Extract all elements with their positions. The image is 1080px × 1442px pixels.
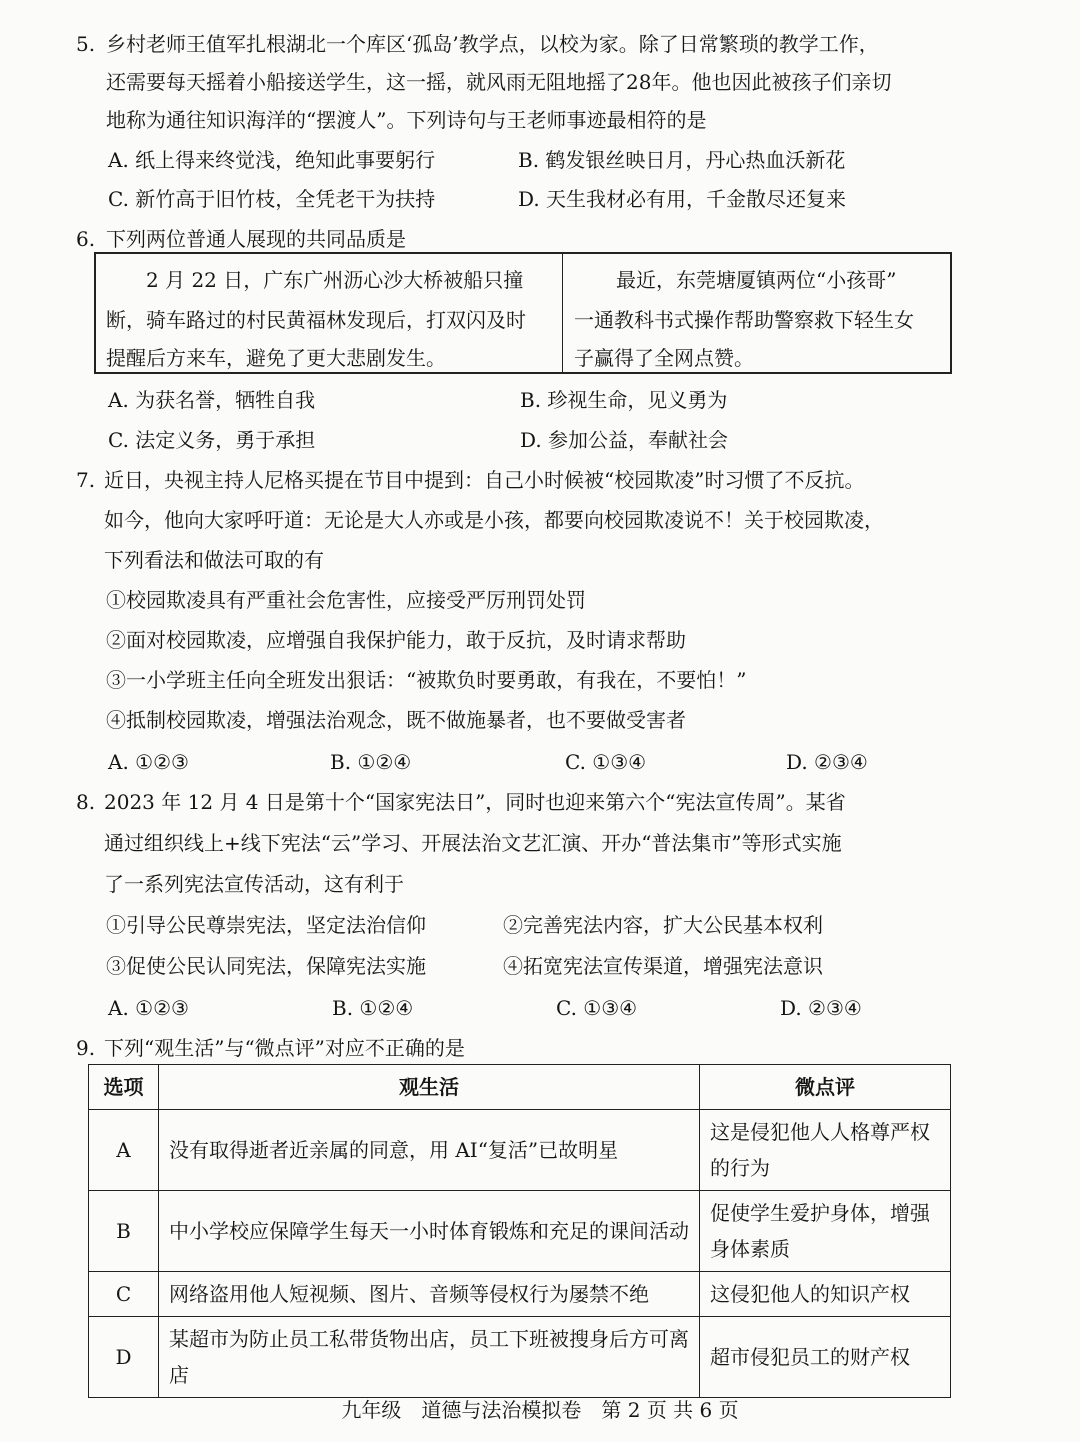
option-a: A. 纸上得来终觉浅，绝知此事要躬行 [108, 148, 436, 172]
question-number: 7. [76, 468, 96, 492]
option-c: C. ①③④ [565, 750, 647, 774]
statement-item: ①引导公民尊崇宪法，坚定法治信仰 [106, 913, 426, 937]
case-right-line: 一通教科书式操作帮助警察救下轻生女 [574, 308, 914, 332]
row-life: 某超市为防止员工私带货物出店，员工下班被搜身后方可离店 [159, 1317, 700, 1398]
comment-table [88, 1064, 951, 1398]
option-b: B. ①②④ [332, 996, 414, 1020]
statement-item: ③一小学班主任向全班发出狠话：“被欺负时要勇敢，有我在，不要怕！” [106, 668, 747, 692]
table-row [89, 1272, 951, 1317]
statement-item: ②面对校园欺凌，应增强自我保护能力，敢于反抗，及时请求帮助 [106, 628, 686, 652]
option-d: D. ②③④ [780, 996, 862, 1020]
option-d: D. ②③④ [786, 750, 868, 774]
case-left-line: 提醒后方来车，避免了更大悲剧发生。 [106, 346, 446, 370]
question-text-line: 地称为通往知识海洋的“摆渡人”。下列诗句与王老师事迹最相符的是 [106, 108, 707, 132]
question-text-line: 下列看法和做法可取的有 [104, 548, 324, 572]
row-comment: 促使学生爱护身体，增强身体素质 [700, 1191, 951, 1272]
question-stem: 下列两位普通人展现的共同品质是 [106, 227, 406, 251]
row-option: A [89, 1110, 159, 1191]
question-stem: 下列“观生活”与“微点评”对应不正确的是 [104, 1036, 465, 1060]
question-text-line: 乡村老师王值军扎根湖北一个库区‘孤岛’教学点，以校为家。除了日常繁琐的教学工作， [106, 32, 879, 56]
table-row [89, 1110, 951, 1191]
statement-item: ④抵制校园欺凌，增强法治观念，既不做施暴者，也不要做受害者 [106, 708, 686, 732]
header-option: 选项 [89, 1065, 159, 1110]
question-text-line: 还需要每天摇着小船接送学生，这一摇，就风雨无阻地摇了28年。他也因此被孩子们亲切 [106, 70, 892, 94]
row-life: 网络盗用他人短视频、图片、音频等侵权行为屡禁不绝 [159, 1272, 700, 1317]
question-text-line: 通过组织线上+线下宪法“云”学习、开展法治文艺汇演、开办“普法集市”等形式实施 [104, 831, 842, 855]
option-a: A. 为获名誉，牺牲自我 [108, 388, 316, 412]
statement-item: ④拓宽宪法宣传渠道，增强宪法意识 [503, 954, 823, 978]
option-c: C. 法定义务，勇于承担 [108, 428, 316, 452]
header-comment: 微点评 [700, 1065, 951, 1110]
question-text-line: 2023 年 12 月 4 日是第十个“国家宪法日”，同时也迎来第六个“宪法宣传周”。某省 [104, 790, 846, 814]
option-d: D. 参加公益，奉献社会 [520, 428, 729, 452]
case-right-line: 最近，东莞塘厦镇两位“小孩哥” [616, 268, 897, 292]
statement-item: ③促使公民认同宪法，保障宪法实施 [106, 954, 426, 978]
table-header-row [89, 1065, 951, 1110]
table-row [89, 1191, 951, 1272]
question-text-line: 近日，央视主持人尼格买提在节目中提到：自己小时候被“校园欺凌”时习惯了不反抗。 [104, 468, 865, 492]
question-text-line: 了一系列宪法宣传活动，这有利于 [104, 872, 404, 896]
row-option: B [89, 1191, 159, 1272]
row-life: 没有取得逝者近亲属的同意，用 AI“复活”已故明星 [159, 1110, 700, 1191]
row-option: D [89, 1317, 159, 1398]
case-left-line: 断，骑车路过的村民黄福林发现后，打双闪及时 [106, 308, 526, 332]
option-a: A. ①②③ [108, 750, 189, 774]
question-number: 6. [76, 227, 96, 251]
page-footer: 九年级 道德与法治模拟卷 第 2 页 共 6 页 [341, 1398, 739, 1422]
row-comment: 这侵犯他人的知识产权 [700, 1272, 951, 1317]
option-a: A. ①②③ [108, 996, 189, 1020]
option-c: C. 新竹高于旧竹枝，全凭老干为扶持 [108, 187, 436, 211]
statement-item: ②完善宪法内容，扩大公民基本权利 [503, 913, 823, 937]
option-b: B. 珍视生命，见义勇为 [520, 388, 728, 412]
question-number: 5. [76, 32, 96, 56]
statement-item: ①校园欺凌具有严重社会危害性，应接受严厉刑罚处罚 [106, 588, 586, 612]
row-comment: 超市侵犯员工的财产权 [700, 1317, 951, 1398]
case-divider [562, 254, 563, 372]
row-life: 中小学校应保障学生每天一小时体育锻炼和充足的课间活动 [159, 1191, 700, 1272]
question-number: 9. [76, 1036, 96, 1060]
table-row [89, 1317, 951, 1398]
option-b: B. 鹤发银丝映日月，丹心热血沃新花 [518, 148, 846, 172]
question-number: 8. [76, 790, 96, 814]
question-text-line: 如今，他向大家呼吁道：无论是大人亦或是小孩，都要向校园欺凌说不！关于校园欺凌， [104, 508, 884, 532]
option-c: C. ①③④ [556, 996, 638, 1020]
row-comment: 这是侵犯他人人格尊严权的行为 [700, 1110, 951, 1191]
option-d: D. 天生我材必有用，千金散尽还复来 [518, 187, 847, 211]
option-b: B. ①②④ [330, 750, 412, 774]
case-right-line: 子赢得了全网点赞。 [574, 346, 754, 370]
row-option: C [89, 1272, 159, 1317]
header-life: 观生活 [159, 1065, 700, 1110]
case-left-line: 2 月 22 日，广东广州沥心沙大桥被船只撞 [146, 268, 524, 292]
